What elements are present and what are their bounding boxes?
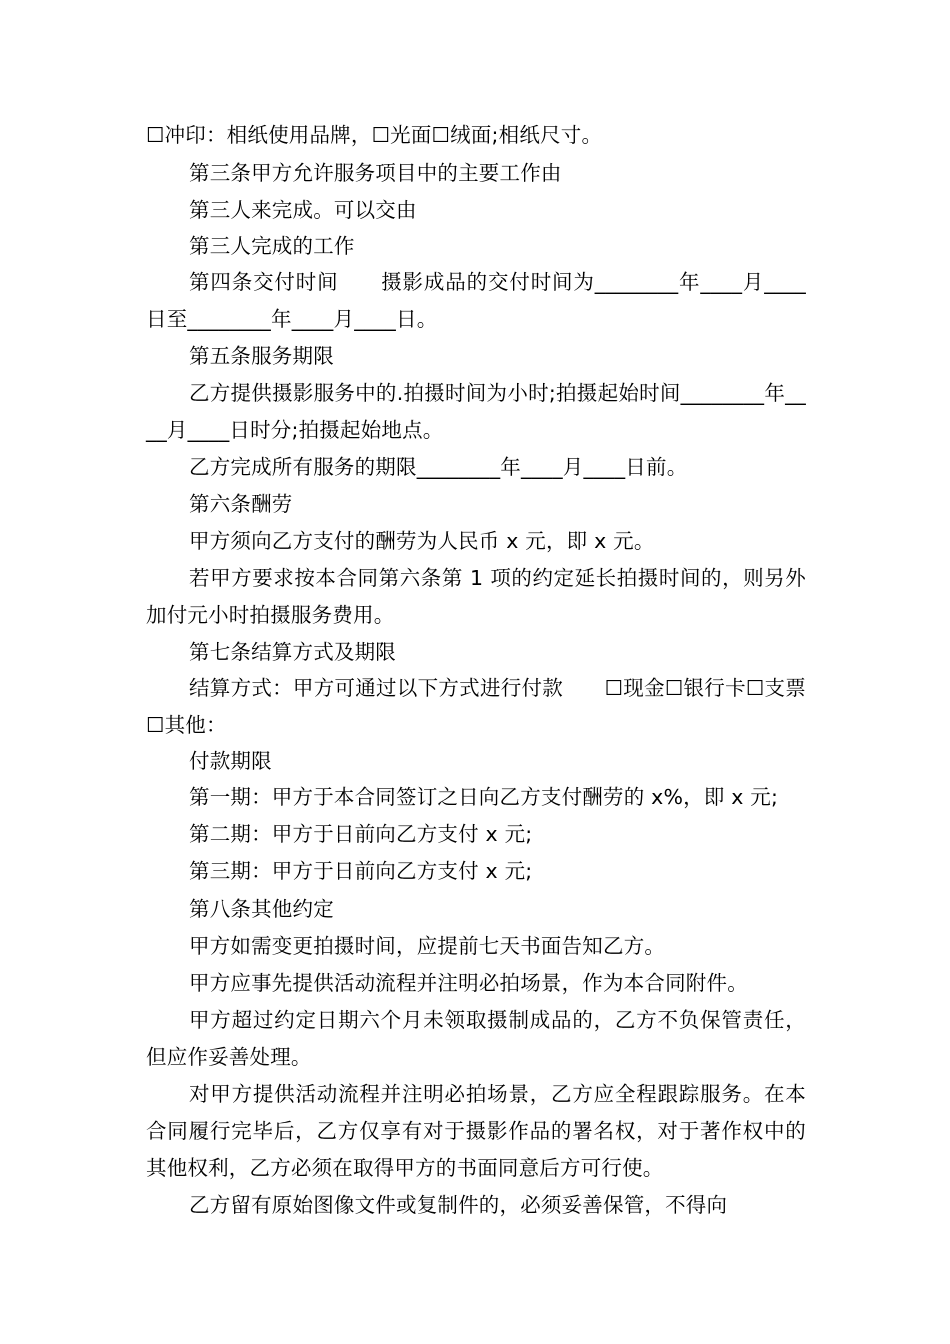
paragraph-article-7-method: 结算方式：甲方可通过以下方式进行付款 ☐现金☐银行卡☐支票☐其他： <box>146 676 806 737</box>
paragraph-article-4-delivery: 第四条交付时间 摄影成品的交付时间为________年____月____日至________年____月____日。 <box>146 270 806 331</box>
paragraph-payment-phase-1: 第一期：甲方于本合同签订之日向乙方支付酬劳的 x%，即 x 元; <box>189 785 779 809</box>
paragraph-article-8-title: 第八条其他约定 <box>189 897 334 921</box>
paragraph-payment-term-title: 付款期限 <box>189 749 272 773</box>
paragraph-payment-phase-3: 第三期：甲方于日前向乙方支付 x 元; <box>189 859 533 883</box>
paragraph-article-8-workflow: 甲方应事先提供活动流程并注明必拍场景，作为本合同附件。 <box>189 971 748 995</box>
paragraph-article-5-shoot-time: 乙方提供摄影服务中的.拍摄时间为小时;拍摄起始时间________年____月____日时分;拍摄起始地点。 <box>146 381 806 442</box>
paragraph-article-5-deadline: 乙方完成所有服务的期限________年____月____日前。 <box>189 455 688 479</box>
paragraph-article-8-reschedule: 甲方如需变更拍摄时间，应提前七天书面告知乙方。 <box>189 934 666 958</box>
paragraph-article-3-title: 第三条甲方允许服务项目中的主要工作由 <box>189 161 562 185</box>
paragraph-article-8-original-files: 乙方留有原始图像文件或复制件的，必须妥善保管，不得向 <box>189 1193 728 1217</box>
paragraph-article-7-title: 第七条结算方式及期限 <box>189 640 396 664</box>
paragraph-article-3-third-party: 第三人来完成。可以交由 <box>189 198 417 222</box>
paragraph-article-8-copyright: 对甲方提供活动流程并注明必拍场景，乙方应全程跟踪服务。在本合同履行完毕后，乙方仅享有对于摄影作品的署名权，对于著作权中的其他权利，乙方必须在取得甲方的书面同意后方可行使。 <box>146 1082 806 1180</box>
paragraph-payment-phase-2: 第二期：甲方于日前向乙方支付 x 元; <box>189 822 533 846</box>
paragraph-article-3-work: 第三人完成的工作 <box>189 234 355 258</box>
paragraph-article-8-storage: 甲方超过约定日期六个月未领取摄制成品的，乙方不负保管责任，但应作妥善处理。 <box>146 1008 806 1069</box>
paragraph-article-5-title: 第五条服务期限 <box>189 344 334 368</box>
paragraph-article-6-title: 第六条酬劳 <box>189 492 293 516</box>
paragraph-print-options: ☐冲印：相纸使用品牌，☐光面☐绒面;相纸尺寸。 <box>146 123 603 147</box>
paragraph-article-6-extension: 若甲方要求按本合同第六条第 1 项的约定延长拍摄时间的，则另外加付元小时拍摄服务费用。 <box>146 566 806 627</box>
paragraph-article-6-fee: 甲方须向乙方支付的酬劳为人民币 x 元，即 x 元。 <box>189 529 655 553</box>
